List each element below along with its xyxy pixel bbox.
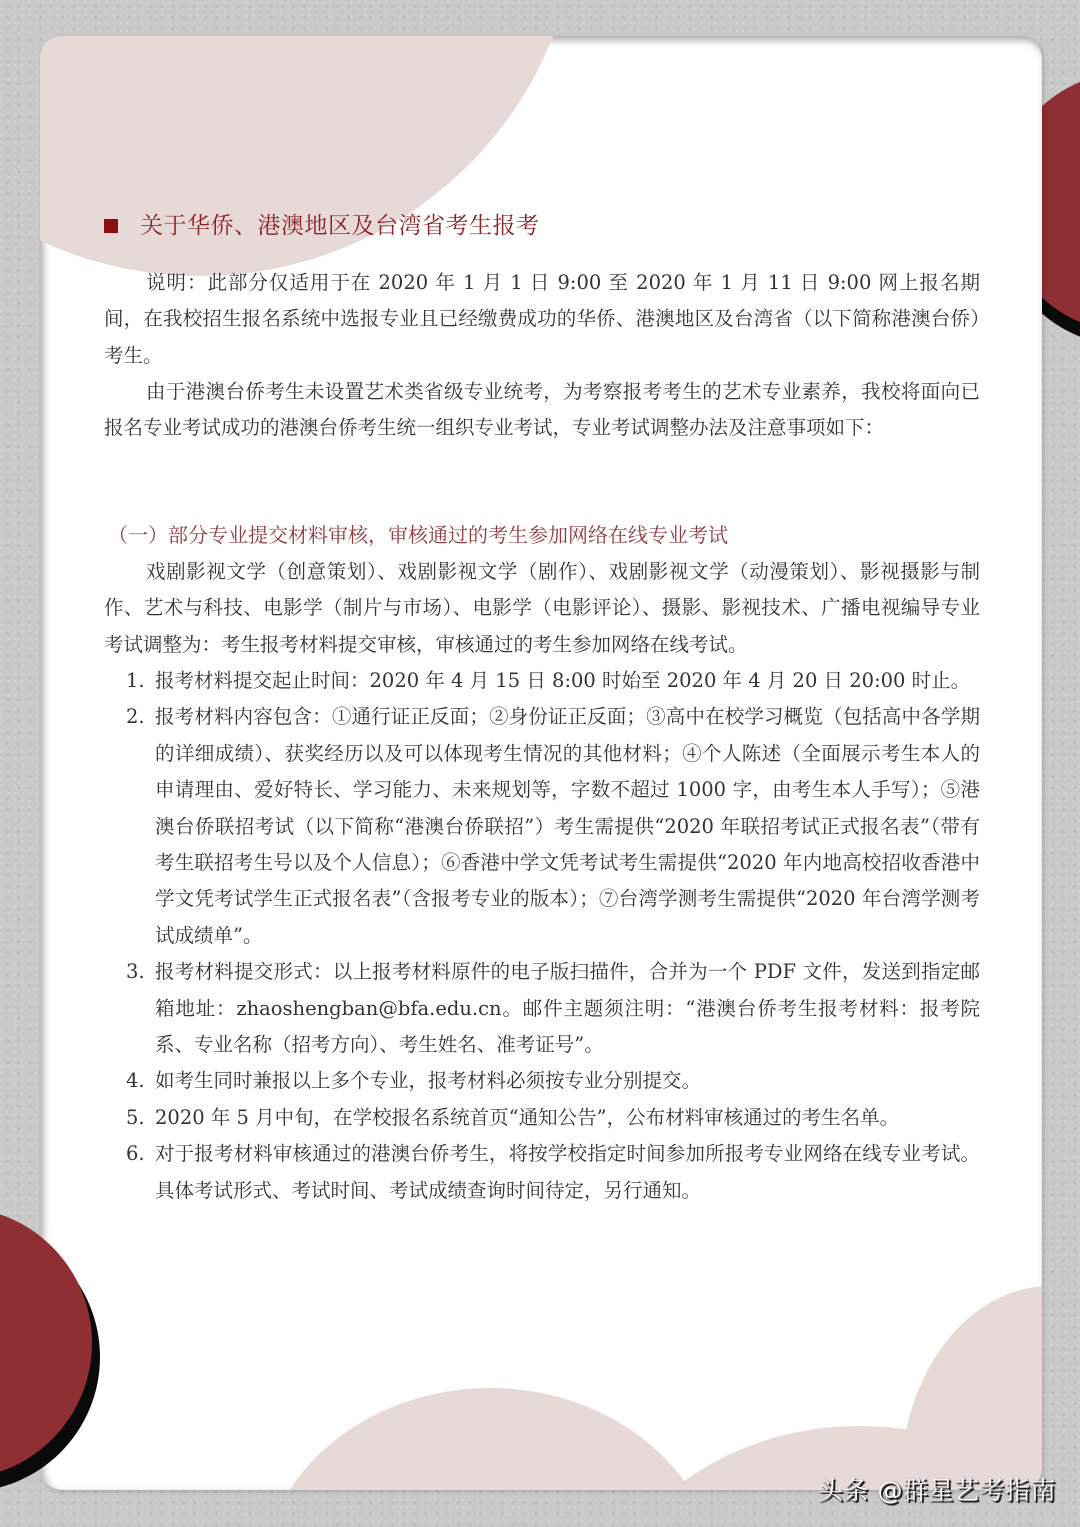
subsection-paragraph: 戏剧影视文学（创意策划）、戏剧影视文学（剧作）、戏剧影视文学（动漫策划）、影视摄影与制作、艺术与科技、电影学（制片与市场）、电影学（电影评论）、摄影、影视技术、广播电视编导专业考试调整为：考生报考材料提交审核，审核通过的考生参加网络在线考试。 — [104, 560, 980, 656]
list-item-text: 报考材料提交起止时间：2020 年 4 月 15 日 8:00 时始至 2020 年 4 月 20 日 20:00 时止。 — [155, 669, 971, 692]
watermark: 头条 @群星艺考指南 — [818, 1476, 1056, 1505]
requirements-list — [126, 663, 980, 1209]
list-item — [126, 1100, 980, 1136]
list-item-text: 报考材料提交形式：以上报考材料原件的电子版扫描件，合并为一个 PDF 文件，发送到指定邮箱地址：zhaoshengban@bfa.edu.cn。邮件主题须注明：“港澳台侨考生报考材料：报考院系、专业名称（招考方向）、考生姓名、准考证号”。 — [155, 960, 980, 1057]
list-item-text: 2020 年 5 月中旬，在学校报名系统首页“通知公告”，公布材料审核通过的考生名单。 — [155, 1105, 900, 1129]
list-item-number: 5. — [126, 1105, 145, 1129]
list-item-number: 4. — [126, 1069, 145, 1093]
section-title: 关于华侨、港澳地区及台湾省考生报考 — [140, 213, 540, 239]
list-item — [126, 1136, 980, 1209]
document-card — [40, 36, 1042, 1490]
section-heading — [104, 208, 540, 244]
list-item-text: 报考材料内容包含：①通行证正反面；②身份证正反面；③高中在校学习概览（包括高中各学期的详细成绩）、获奖经历以及可以体现考生情况的其他材料；④个人陈述（全面展示考生本人的申请理由、爱好特长、学习能力、未来规划等，字数不超过 1000 字，由考生本人手写）；⑤港澳台侨联招考试（以下简称“港澳台侨联招”）考生需提供“2020 年联招考试正式报名表”（带有考生联招考生号以及个人信息）；⑥香港中学文凭考试考生需提供“2020 年内地高校招收香港中学文凭考试学生正式报名表”（含报考专业的版本）；⑦台湾学测考生需提供“2020 年台湾学测考试成绩单”。 — [155, 705, 980, 947]
list-item — [126, 663, 980, 699]
list-item-number: 2. — [126, 705, 145, 729]
list-item-number: 3. — [126, 960, 145, 984]
intro-paragraph-1: 说明：此部分仅适用于在 2020 年 1 月 1 日 9:00 至 2020 年 1 月 11 日 9:00 网上报名期间，在我校招生报名系统中选报专业且已经缴费成功的华侨、港澳地区及台湾省（以下简称港澳台侨）考生。 — [104, 271, 980, 367]
intro-paragraph-2: 由于港澳台侨考生未设置艺术类省级专业统考，为考察报考考生的艺术专业素养，我校将面向已报名专业考试成功的港澳台侨考生统一组织专业考试，专业考试调整办法及注意事项如下： — [104, 380, 980, 440]
subsection-title: （一）部分专业提交材料审核，审核通过的考生参加网络在线专业考试 — [108, 523, 728, 547]
list-item-text: 如考生同时兼报以上多个专业，报考材料必须按专业分别提交。 — [155, 1069, 702, 1093]
list-item — [126, 1063, 980, 1099]
list-item-number: 1. — [126, 669, 145, 692]
document-content — [40, 36, 1042, 1490]
list-item-number: 6. — [126, 1142, 145, 1166]
list-item — [126, 699, 980, 954]
list-item — [126, 954, 980, 1063]
square-bullet-icon — [104, 219, 118, 233]
list-item-text: 对于报考材料审核通过的港澳台侨考生，将按学校指定时间参加所报考专业网络在线专业考试。具体考试形式、考试时间、考试成绩查询时间待定，另行通知。 — [155, 1142, 980, 1202]
